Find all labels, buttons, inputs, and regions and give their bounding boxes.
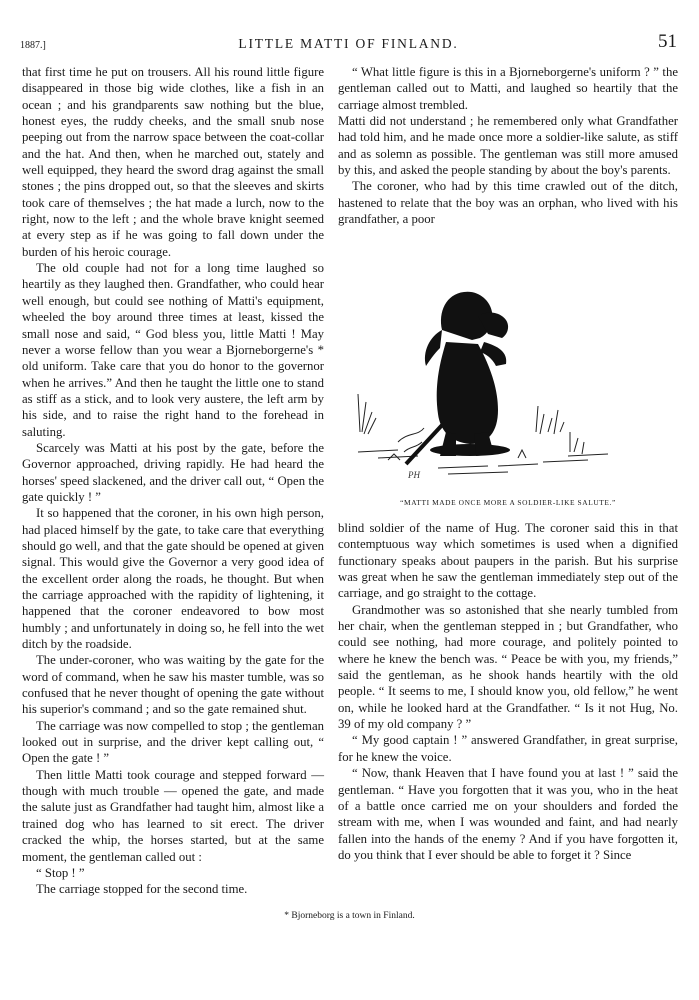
artist-signature: PH: [408, 470, 420, 480]
paragraph: Scarcely was Matti at his post by the gate, before the Governor approached, driving rapidly. He had heard the horses' speed slackened, and the driver call out, “ Open the gate quickly ! ”: [22, 440, 324, 504]
footnote: * Bjorneborg is a town in Finland.: [284, 911, 415, 921]
issue-date: 1887.]: [20, 40, 46, 51]
left-column: [22, 64, 324, 898]
paragraph: It so happened that the coroner, in his own high person, had placed himself by the gate, to take care that everything should go well, and that the gate should be opened at given signal. This would give the Governor a very good idea of the excellent order along the roads, he thought. But when the carriage approached with the rapidity of lightening, it happened that the coroner endeavored to bow most humbly ; and unfortunately in doing so, he fell into the wet ditch by the roadside.: [22, 506, 324, 652]
illustration-caption: “MATTI MADE ONCE MORE A SOLDIER-LIKE SALUTE.”: [400, 498, 616, 507]
matti-silhouette-illustration: [338, 282, 678, 494]
paragraph: “ Stop ! ”: [36, 865, 85, 880]
paragraph: Matti did not understand ; he remembered only what Grandfather had told him, and he made once more a soldier-like salute, as stiff and as solemn as possible. The gentleman was still more amused by this, and asked the people standing by about the boy's parents.: [338, 114, 678, 178]
paragraph: The carriage was now compelled to stop ; the gentleman looked out in surprise, and the driver kept calling out, “ Open the gate ! ”: [22, 718, 324, 766]
paragraph: blind soldier of the name of Hug. The coroner said this in that contemptuous way which sometimes is used when a dignified functionary speaks about paupers in the parish. But his surprise was great when he saw the gentleman immediately step out of the carriage, and go straight to the cottage.: [338, 521, 678, 601]
paragraph: Then little Matti took courage and stepped forward — though with much trouble — opened the gate, and made the salute just as Grandfather had taught him, almost like a trained dog who has learned to sit erect. The driver cracked the whip, the horses started, but at the same moment, the gentleman called out :: [22, 767, 324, 864]
illustration: [338, 282, 678, 512]
paragraph: The carriage stopped for the second time.: [36, 882, 248, 897]
right-column-top: [338, 64, 678, 227]
paragraph: The old couple had not for a long time laughed so heartily as they laughed then. Grandfather, who could hear well enough, but could see nothing of Matti's equipment, wheeled the boy around three times at least, kissed the small nose and said, “ God bless you, little Matti ! May never a worse fellow than you wear a Bjorneborgerne's * old uniform. Take care that you do honor to the governor when he arrives.” And then he taught the little one to stand as stiff as a stick, and to look very austere, the left arm by his side, and to raise the right hand to the forehead in saluting.: [22, 261, 324, 439]
paragraph: that first time he put on trousers. All his round little figure disappeared in those big wide clothes, like a fish in an ocean ; and his grandparents saw nothing but the blue, honest eyes, the ruddy cheeks, and the small snub nose peeping out from the narrow space between the coat-collar and the hat. And then, when he marched out, stately and well equipped, they heard the sword drag against the small stones ; the pins dropped out, so that the sleeves and skirts took care of themselves ; the hat made a lurch, now to the right, now to the left ; and the whole brave knight seemed at every step as if he was going to fall down under the burden of his heroic courage.: [22, 65, 324, 259]
paragraph: “ My good captain ! ” answered Grandfather, in great surprise, for he knew the voice.: [338, 733, 678, 764]
paragraph: The coroner, who had by this time crawled out of the ditch, hastened to relate that the boy was an orphan, who lived with his grandfather, a poor: [338, 179, 678, 227]
paragraph: Grandmother was so astonished that she nearly tumbled from her chair, when the gentleman stepped in ; but Grandfather, who could see nothing, had more courage, and politely pointed to where he knew the bench was. “ Peace be with you, my friends,” said the gentleman, as he shook hands heartily with the old people. “ It seems to me, I should know you, old fellow,” he went on, while he looked hard at the Grandfather. “ Is it not Hug, No. 39 of my old company ? ”: [338, 602, 678, 732]
paragraph: The under-coroner, who was waiting by the gate for the word of command, when he saw his master tumble, was so confused that he never thought of opening the gate without his superior's command ; and so the gate remained shut.: [22, 653, 324, 717]
paragraph: “ What little figure is this in a Bjorneborgerne's uniform ? ” the gentleman called out to Matti, and laughed so heartily that the carriage almost trembled.: [338, 65, 678, 112]
right-column-bottom: [338, 520, 678, 863]
running-header: [20, 31, 677, 56]
running-title: LITTLE MATTI OF FINLAND.: [238, 36, 459, 51]
paragraph: “ Now, thank Heaven that I have found you at last ! ” said the gentleman. “ Have you forgotten that it was you, who in the heat of a battle once carried me on your shoulders and forded the stream with me, when I was wounded and faint, and had nearly fallen into the hands of the enemy ? And if you have forgotten it, do you think that I ever should be able to forget it ? Since: [338, 766, 678, 862]
page-number: 51: [658, 31, 677, 52]
